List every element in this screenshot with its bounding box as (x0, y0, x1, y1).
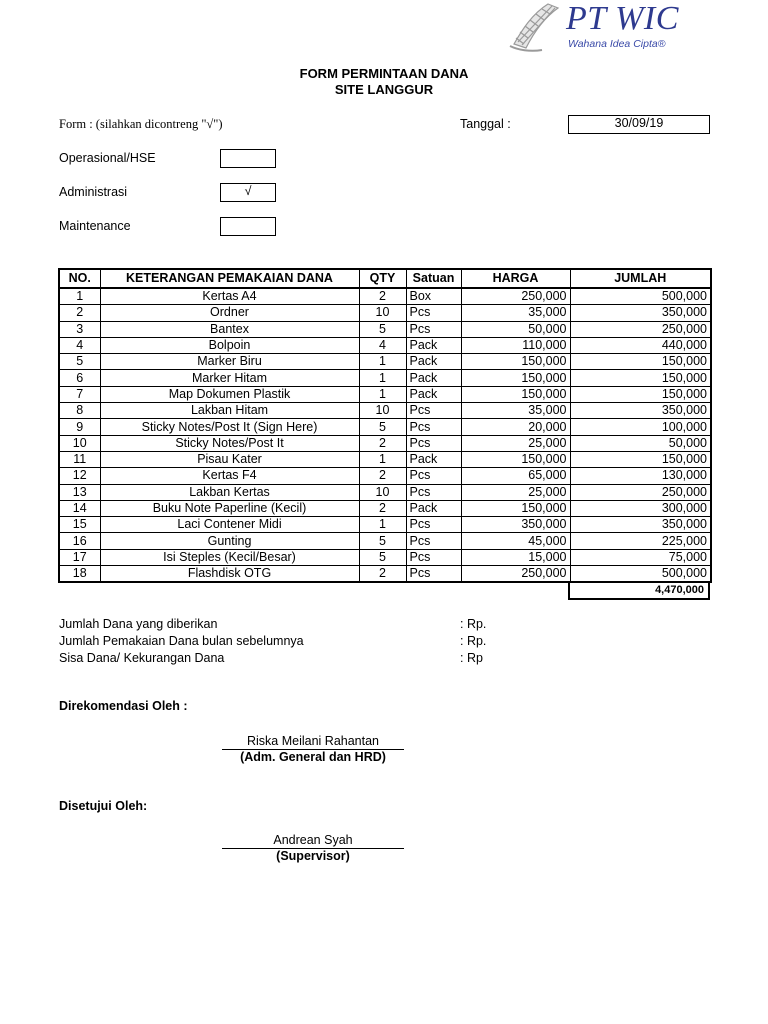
cell-no: 15 (59, 517, 100, 533)
cell-no: 2 (59, 305, 100, 321)
col-header-no: NO. (59, 269, 100, 288)
col-header-qty: QTY (359, 269, 406, 288)
cell-qty: 1 (359, 354, 406, 370)
cell-keterangan: Lakban Hitam (100, 403, 359, 419)
table-row (59, 354, 711, 370)
option-label-operasional: Operasional/HSE (59, 151, 156, 165)
cell-keterangan: Bantex (100, 321, 359, 337)
table-row (59, 549, 711, 565)
cell-qty: 2 (359, 435, 406, 451)
cell-satuan: Pcs (406, 517, 461, 533)
cell-qty: 10 (359, 403, 406, 419)
cell-harga: 15,000 (461, 549, 570, 565)
cell-satuan: Pack (406, 370, 461, 386)
cell-satuan: Pcs (406, 566, 461, 583)
cell-harga: 150,000 (461, 451, 570, 467)
table-row (59, 435, 711, 451)
cell-harga: 150,000 (461, 500, 570, 516)
cell-jumlah: 225,000 (570, 533, 711, 549)
cell-qty: 5 (359, 419, 406, 435)
table-row (59, 533, 711, 549)
option-label-administrasi: Administrasi (59, 185, 128, 199)
cell-qty: 1 (359, 517, 406, 533)
form-title: FORM PERMINTAAN DANA (299, 66, 469, 81)
table-row (59, 517, 711, 533)
cell-satuan: Pcs (406, 484, 461, 500)
cell-qty: 5 (359, 533, 406, 549)
cell-qty: 10 (359, 305, 406, 321)
cell-jumlah: 350,000 (570, 305, 711, 321)
cell-jumlah: 150,000 (570, 354, 711, 370)
cell-harga: 25,000 (461, 435, 570, 451)
cell-keterangan: Sticky Notes/Post It (100, 435, 359, 451)
cell-jumlah: 440,000 (570, 337, 711, 353)
cell-qty: 5 (359, 321, 406, 337)
cell-jumlah: 75,000 (570, 549, 711, 565)
table-row (59, 337, 711, 353)
cell-qty: 1 (359, 386, 406, 402)
cell-qty: 1 (359, 370, 406, 386)
summary-value-sisa-dana: : Rp (460, 651, 483, 665)
cell-satuan: Pcs (406, 419, 461, 435)
cell-no: 14 (59, 500, 100, 516)
cell-keterangan: Map Dokumen Plastik (100, 386, 359, 402)
table-row (59, 305, 711, 321)
cell-harga: 35,000 (461, 403, 570, 419)
cell-keterangan: Sticky Notes/Post It (Sign Here) (100, 419, 359, 435)
cell-satuan: Box (406, 288, 461, 305)
table-row (59, 468, 711, 484)
cell-keterangan: Marker Hitam (100, 370, 359, 386)
cell-harga: 250,000 (461, 566, 570, 583)
cell-keterangan: Laci Contener Midi (100, 517, 359, 533)
cell-jumlah: 130,000 (570, 468, 711, 484)
cell-harga: 150,000 (461, 386, 570, 402)
cell-keterangan: Ordner (100, 305, 359, 321)
cell-keterangan: Bolpoin (100, 337, 359, 353)
cell-qty: 2 (359, 288, 406, 305)
cell-jumlah: 500,000 (570, 288, 711, 305)
cell-jumlah: 250,000 (570, 321, 711, 337)
cell-qty: 2 (359, 566, 406, 583)
option-label-maintenance: Maintenance (59, 219, 131, 233)
cell-satuan: Pack (406, 337, 461, 353)
col-header-jumlah: JUMLAH (570, 269, 711, 288)
date-field[interactable]: 30/09/19 (568, 115, 710, 134)
cell-no: 17 (59, 549, 100, 565)
checkbox-operasional[interactable] (220, 149, 276, 168)
cell-jumlah: 500,000 (570, 566, 711, 583)
cell-no: 5 (59, 354, 100, 370)
col-header-harga: HARGA (461, 269, 570, 288)
cell-harga: 250,000 (461, 288, 570, 305)
recommended-name: Riska Meilani Rahantan (246, 734, 379, 748)
cell-jumlah: 250,000 (570, 484, 711, 500)
cell-jumlah: 150,000 (570, 386, 711, 402)
form-type-label: Form : (silahkan dicontreng "√") (59, 117, 223, 131)
cell-keterangan: Lakban Kertas (100, 484, 359, 500)
cell-qty: 10 (359, 484, 406, 500)
cell-harga: 150,000 (461, 354, 570, 370)
cell-keterangan: Kertas A4 (100, 288, 359, 305)
cell-satuan: Pcs (406, 533, 461, 549)
cell-harga: 25,000 (461, 484, 570, 500)
table-row (59, 321, 711, 337)
cell-no: 11 (59, 451, 100, 467)
form-subtitle: SITE LANGGUR (334, 82, 434, 97)
logo-subtitle: Wahana Idea Cipta® (568, 38, 666, 50)
approved-name: Andrean Syah (273, 833, 353, 847)
cell-satuan: Pack (406, 354, 461, 370)
logo-title: PT WIC (566, 0, 679, 37)
tire-logo-icon (508, 0, 568, 56)
cell-harga: 150,000 (461, 370, 570, 386)
cell-jumlah: 150,000 (570, 451, 711, 467)
date-label: Tanggal : (460, 117, 511, 131)
summary-label-pemakaian: Jumlah Pemakaian Dana bulan sebelumnya (59, 634, 304, 648)
cell-harga: 50,000 (461, 321, 570, 337)
table-row (59, 288, 711, 305)
cell-keterangan: Gunting (100, 533, 359, 549)
cell-satuan: Pack (406, 451, 461, 467)
cell-harga: 45,000 (461, 533, 570, 549)
cell-harga: 350,000 (461, 517, 570, 533)
summary-value-dana-diberikan: : Rp. (460, 617, 487, 631)
cell-no: 10 (59, 435, 100, 451)
cell-jumlah: 50,000 (570, 435, 711, 451)
cell-jumlah: 350,000 (570, 403, 711, 419)
cell-qty: 2 (359, 468, 406, 484)
cell-jumlah: 100,000 (570, 419, 711, 435)
cell-jumlah: 150,000 (570, 370, 711, 386)
summary-value-pemakaian: : Rp. (460, 634, 487, 648)
col-header-keterangan: KETERANGAN PEMAKAIAN DANA (100, 269, 359, 288)
cell-no: 1 (59, 288, 100, 305)
cell-qty: 4 (359, 337, 406, 353)
table-row (59, 419, 711, 435)
checkbox-maintenance[interactable] (220, 217, 276, 236)
table-row (59, 566, 711, 583)
recommended-label: Direkomendasi Oleh : (59, 699, 188, 713)
cell-no: 4 (59, 337, 100, 353)
cell-satuan: Pack (406, 500, 461, 516)
cell-no: 3 (59, 321, 100, 337)
cell-satuan: Pcs (406, 403, 461, 419)
approved-label: Disetujui Oleh: (59, 799, 148, 813)
cell-no: 6 (59, 370, 100, 386)
cell-keterangan: Kertas F4 (100, 468, 359, 484)
company-logo (508, 0, 708, 56)
table-row (59, 500, 711, 516)
items-table (58, 268, 712, 583)
summary-label-sisa-dana: Sisa Dana/ Kekurangan Dana (59, 651, 225, 665)
cell-no: 7 (59, 386, 100, 402)
cell-keterangan: Buku Note Paperline (Kecil) (100, 500, 359, 516)
cell-keterangan: Pisau Kater (100, 451, 359, 467)
cell-jumlah: 300,000 (570, 500, 711, 516)
cell-satuan: Pack (406, 386, 461, 402)
cell-jumlah: 350,000 (570, 517, 711, 533)
cell-no: 8 (59, 403, 100, 419)
cell-qty: 2 (359, 500, 406, 516)
cell-no: 13 (59, 484, 100, 500)
cell-harga: 20,000 (461, 419, 570, 435)
cell-harga: 110,000 (461, 337, 570, 353)
cell-satuan: Pcs (406, 435, 461, 451)
cell-satuan: Pcs (406, 321, 461, 337)
cell-satuan: Pcs (406, 468, 461, 484)
recommended-role: (Adm. General dan HRD) (240, 750, 386, 764)
cell-keterangan: Isi Steples (Kecil/Besar) (100, 549, 359, 565)
table-row (59, 403, 711, 419)
table-header-row (59, 269, 711, 288)
cell-satuan: Pcs (406, 305, 461, 321)
checkbox-administrasi[interactable]: √ (220, 183, 276, 202)
table-row (59, 386, 711, 402)
table-row (59, 484, 711, 500)
col-header-satuan: Satuan (406, 269, 461, 288)
summary-label-dana-diberikan: Jumlah Dana yang diberikan (59, 617, 218, 631)
table-row (59, 451, 711, 467)
cell-no: 9 (59, 419, 100, 435)
approved-role: (Supervisor) (276, 849, 350, 863)
cell-keterangan: Marker Biru (100, 354, 359, 370)
cell-harga: 35,000 (461, 305, 570, 321)
cell-satuan: Pcs (406, 549, 461, 565)
total-amount: 4,470,000 (568, 582, 710, 600)
cell-no: 18 (59, 566, 100, 583)
table-row (59, 370, 711, 386)
cell-keterangan: Flashdisk OTG (100, 566, 359, 583)
cell-qty: 1 (359, 451, 406, 467)
cell-qty: 5 (359, 549, 406, 565)
cell-no: 16 (59, 533, 100, 549)
cell-harga: 65,000 (461, 468, 570, 484)
cell-no: 12 (59, 468, 100, 484)
